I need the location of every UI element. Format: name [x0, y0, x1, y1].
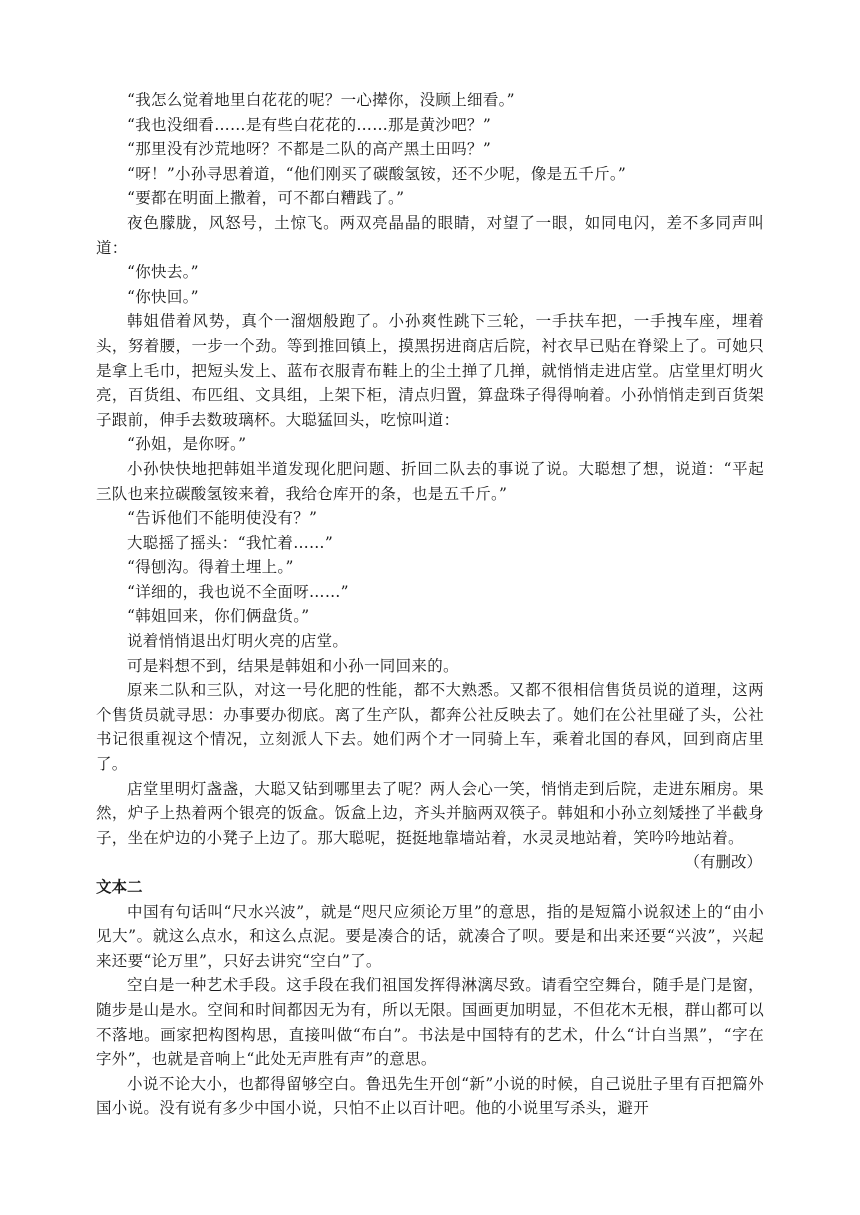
paragraph: “那里没有沙荒地呀？不都是二队的高产黑土田吗？”: [127, 140, 492, 159]
paragraph: “你快去。”: [127, 263, 199, 282]
paragraph: 小孙快快地把韩姐半道发现化肥问题、折回二队去的事说了说。大聪想了想，说道：“平起三队也来拉碳酸氢铵来着，我给仓库开的条，也是五千斤。”: [96, 459, 764, 503]
paragraph: “我怎么觉着地里白花花的呢？一心撵你，没顾上细看。”: [127, 91, 515, 109]
paragraph: “详细的，我也说不全面呀……”: [127, 582, 349, 601]
paragraph: 空白是一种艺术手段。这手段在我们祖国发挥得淋漓尽致。请看空空舞台，随手是门是窗，随步是山是水。空间和时间都因无为有，所以无限。国画更加明显，不但花木无根，群山都可以不落地。画家把构图构思，直接叫做“布白”。书法是中国特有的艺术，什么“计白当黑”，“字在字外”，也就是音响上“此处无声胜有声”的意思。: [96, 976, 764, 1069]
paragraph: “我也没细看……是有些白花花的……那是黄沙吧？”: [127, 115, 492, 134]
paragraph: 韩姐借着风势，真个一溜烟般跑了。小孙爽性跳下三轮，一手扶车把，一手拽车座，埋着头，努着腰，一步一个劲。等到推回镇上，摸黑拐进商店后院，衬衣早已贴在脊梁上了。可她只是拿上毛巾，把短头发上、蓝布衣服青布鞋上的尘土掸了几掸，就悄悄走进店堂。店堂里灯明火亮，百货组、布匹组、文具组，上架下柜，清点归置，算盘珠子得得响着。小孙悄悄走到百货架子跟前，伸手去数玻璃杯。大聪猛回头，吃惊叫道：: [96, 312, 764, 429]
paragraph: “呀！”小孙寻思着道，“他们刚买了碳酸氢铵，还不少呢，像是五千斤。”: [127, 164, 627, 183]
paragraph: 原来二队和三队，对这一号化肥的性能，都不大熟悉。又都不很相信售货员说的道理，这两个售货员就寻思：办事要办彻底。离了生产队，都奔公社反映去了。她们在公社里碰了头，公社书记很重视这个情况，立刻派人下去。她们两个才一同骑上车，乘着北国的春风，回到商店里了。: [96, 681, 764, 774]
text-two: [96, 875, 764, 1121]
paragraph: 小说不论大小，也都得留够空白。鲁迅先生开创“新”小说的时候，自己说肚子里有百把篇外国小说。没有说有多少中国小说，只怕不止以百计吧。他的小说里写杀头，避开: [96, 1074, 764, 1118]
paragraph: “要都在明面上撒着，可不都白糟践了。”: [127, 189, 405, 208]
text-one: [96, 88, 764, 875]
paragraph: “告诉他们不能明使没有？”: [127, 509, 318, 528]
paragraph: 可是料想不到，结果是韩姐和小孙一同回来的。: [127, 656, 459, 675]
paragraph: “得刨沟。得着土埋上。”: [127, 558, 294, 577]
paragraph: 大聪摇了摇头：“我忙着……”: [127, 533, 334, 552]
paragraph: 说着悄悄退出灯明火亮的店堂。: [127, 632, 349, 651]
paragraph: “韩姐回来，你们俩盘货。”: [127, 607, 310, 626]
paragraph: 夜色朦胧，风怒号，土惊飞。两双亮晶晶的眼睛，对望了一眼，如同电闪，差不多同声叫道：: [96, 213, 764, 257]
paragraph: “孙姐，是你呀。”: [127, 435, 247, 454]
paragraph: 中国有句话叫“尺水兴波”，就是“咫尺应须论万里”的意思，指的是短篇小说叙述上的“由小见大”。就这么点水，和这么点泥。要是凑合的话，就凑合了呗。要是和出来还要“兴波”，兴起来还要“论万里”，只好去讲究“空白”了。: [96, 902, 764, 970]
source-note: （有删改）: [684, 853, 762, 872]
paragraph: “你快回。”: [127, 287, 199, 306]
section-heading: 文本二: [96, 878, 143, 896]
paragraph: 店堂里明灯盏盏，大聪又钻到哪里去了呢？两人会心一笑，悄悄走到后院，走进东厢房。果然，炉子上热着两个银亮的饭盒。饭盒上边，齐头并脑两双筷子。韩姐和小孙立刻矮挫了半截身子，坐在炉边的小凳子上边了。那大聪呢，挺挺地靠墙站着，水灵灵地站着，笑吟吟地站着。: [96, 779, 764, 847]
